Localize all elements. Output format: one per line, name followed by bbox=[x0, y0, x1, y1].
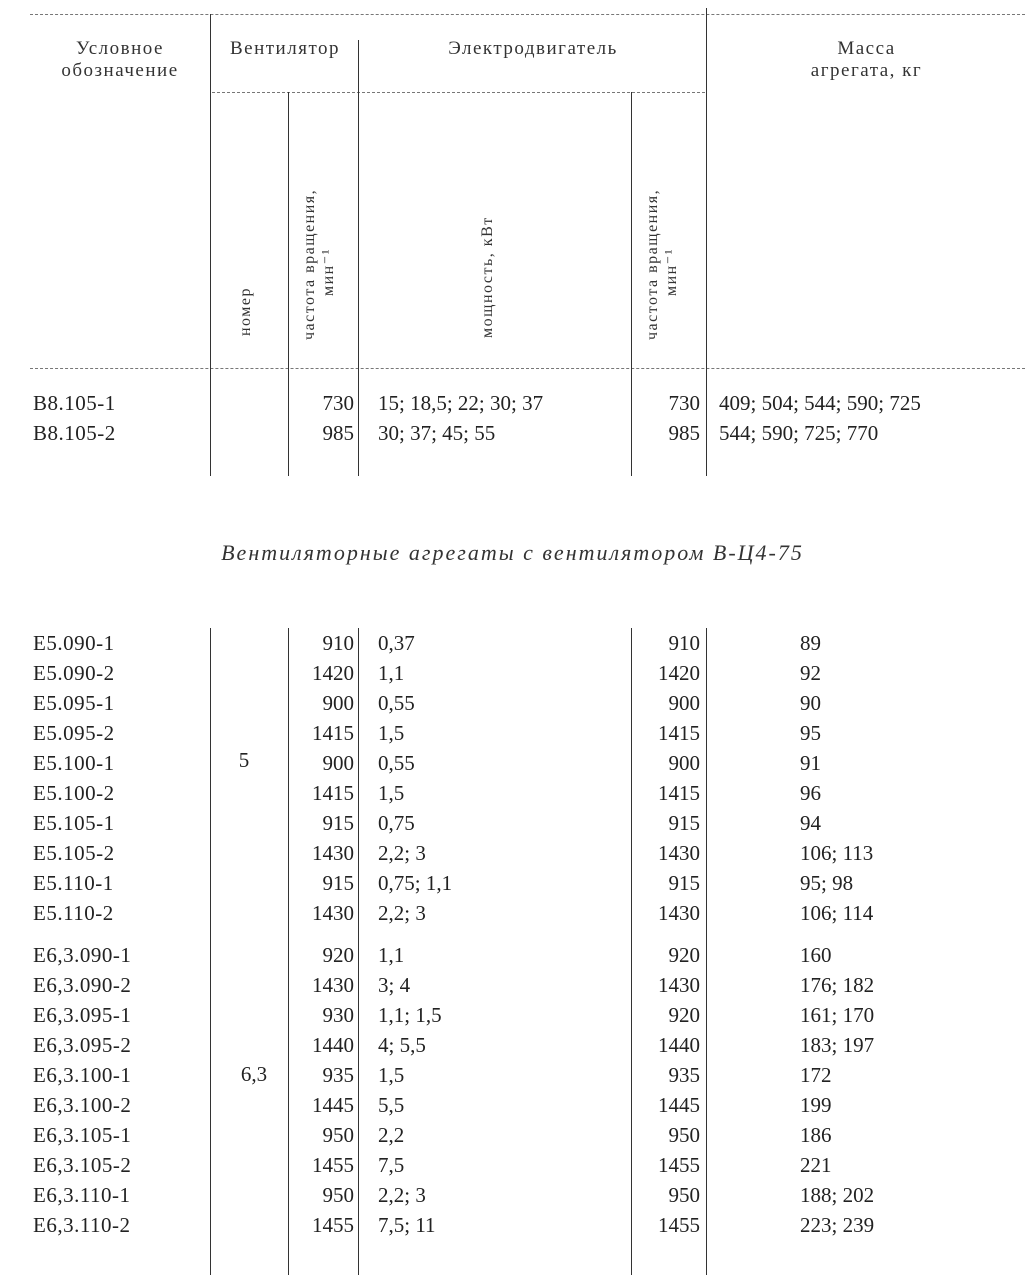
section-caption: Вентиляторные агрегаты с вентилятором В-Ц4-75 bbox=[221, 540, 804, 565]
cell-mass: 92 bbox=[800, 661, 821, 685]
cell-code: Е5.105-2 bbox=[33, 841, 115, 865]
cell-mass: 223; 239 bbox=[800, 1213, 875, 1237]
table-row bbox=[0, 808, 1025, 838]
cell-power: 4; 5,5 bbox=[378, 1033, 426, 1057]
cell-mass: 90 bbox=[800, 691, 821, 715]
cell-fan-speed: 1420 bbox=[312, 661, 354, 685]
cell-mass: 172 bbox=[800, 1063, 832, 1087]
cell-code: Е5.100-2 bbox=[33, 781, 115, 805]
cell-code: В8.105-1 bbox=[33, 391, 116, 415]
cell-mass: 199 bbox=[800, 1093, 832, 1117]
cell-power: 2,2; 3 bbox=[378, 901, 426, 925]
cell-fan-speed: 915 bbox=[322, 811, 354, 835]
cell-fan-speed: 950 bbox=[322, 1123, 354, 1147]
table-row bbox=[0, 1180, 1025, 1210]
table-top-rule bbox=[30, 14, 1025, 15]
cell-mass: 95 bbox=[800, 721, 821, 745]
header-bottom-rule bbox=[30, 368, 1025, 369]
header-mass: Масса агрегата, кг bbox=[810, 38, 923, 81]
cell-power: 30; 37; 45; 55 bbox=[378, 421, 496, 445]
cell-power: 1,5 bbox=[378, 781, 405, 805]
cell-mass: 183; 197 bbox=[800, 1033, 875, 1057]
cell-code: В8.105-2 bbox=[33, 421, 116, 445]
cell-motor-speed: 1430 bbox=[658, 973, 700, 997]
cell-fan-speed: 1445 bbox=[312, 1093, 354, 1117]
table-row bbox=[0, 388, 1025, 418]
header-motor-speed: частота вращения, мин⁻¹ bbox=[644, 188, 680, 340]
cell-power: 1,1 bbox=[378, 661, 405, 685]
table-row bbox=[0, 778, 1025, 808]
cell-code: Е6,3.095-1 bbox=[33, 1003, 132, 1027]
cell-power: 7,5 bbox=[378, 1153, 405, 1177]
cell-code: Е5.095-1 bbox=[33, 691, 115, 715]
cell-fan-speed: 910 bbox=[322, 631, 354, 655]
cell-power: 2,2 bbox=[378, 1123, 405, 1147]
cell-code: Е5.090-1 bbox=[33, 631, 115, 655]
cell-code: Е6,3.105-1 bbox=[33, 1123, 132, 1147]
cell-power: 5,5 bbox=[378, 1093, 405, 1117]
cell-motor-speed: 900 bbox=[668, 691, 700, 715]
cell-code: Е6,3.090-2 bbox=[33, 973, 132, 997]
cell-motor-speed: 915 bbox=[668, 811, 700, 835]
group-number: 6,3 bbox=[240, 1062, 268, 1086]
cell-motor-speed: 1445 bbox=[658, 1093, 700, 1117]
cell-code: Е5.090-2 bbox=[33, 661, 115, 685]
table-row bbox=[0, 1120, 1025, 1150]
cell-fan-speed: 985 bbox=[322, 421, 354, 445]
cell-fan-speed: 730 bbox=[322, 391, 354, 415]
cell-fan-speed: 900 bbox=[322, 691, 354, 715]
cell-power: 1,1; 1,5 bbox=[378, 1003, 442, 1027]
cell-power: 2,2; 3 bbox=[378, 1183, 426, 1207]
cell-power: 1,5 bbox=[378, 1063, 405, 1087]
cell-motor-speed: 920 bbox=[668, 1003, 700, 1027]
table-row bbox=[0, 1090, 1025, 1120]
table-row bbox=[0, 940, 1025, 970]
header-fan-number: номер bbox=[237, 287, 254, 336]
table-row bbox=[0, 868, 1025, 898]
cell-fan-speed: 1430 bbox=[312, 841, 354, 865]
cell-power: 2,2; 3 bbox=[378, 841, 426, 865]
cell-power: 1,5 bbox=[378, 721, 405, 745]
cell-fan-speed: 900 bbox=[322, 751, 354, 775]
table-row bbox=[0, 628, 1025, 658]
cell-power: 15; 18,5; 22; 30; 37 bbox=[378, 391, 544, 415]
table-row bbox=[0, 838, 1025, 868]
cell-code: Е6,3.105-2 bbox=[33, 1153, 132, 1177]
table-row bbox=[0, 658, 1025, 688]
header-fan-speed: частота вращения, мин⁻¹ bbox=[301, 188, 337, 340]
cell-mass: 176; 182 bbox=[800, 973, 875, 997]
cell-code: Е6,3.100-1 bbox=[33, 1063, 132, 1087]
cell-motor-speed: 920 bbox=[668, 943, 700, 967]
cell-motor-speed: 730 bbox=[668, 391, 700, 415]
cell-fan-speed: 930 bbox=[322, 1003, 354, 1027]
cell-fan-speed: 1415 bbox=[312, 781, 354, 805]
table-row bbox=[0, 748, 1025, 778]
cell-code: Е6,3.090-1 bbox=[33, 943, 132, 967]
table-row bbox=[0, 898, 1025, 928]
cell-fan-speed: 915 bbox=[322, 871, 354, 895]
header-fan: Вентилятор bbox=[229, 38, 341, 59]
cell-motor-speed: 1430 bbox=[658, 901, 700, 925]
table-row bbox=[0, 718, 1025, 748]
cell-motor-speed: 1415 bbox=[658, 721, 700, 745]
cell-fan-speed: 920 bbox=[322, 943, 354, 967]
cell-code: Е5.110-2 bbox=[33, 901, 114, 925]
table-row bbox=[0, 688, 1025, 718]
cell-code: Е6,3.110-2 bbox=[33, 1213, 131, 1237]
cell-mass: 161; 170 bbox=[800, 1003, 875, 1027]
cell-mass: 186 bbox=[800, 1123, 832, 1147]
cell-power: 0,75 bbox=[378, 811, 415, 835]
cell-fan-speed: 1455 bbox=[312, 1153, 354, 1177]
cell-power: 0,55 bbox=[378, 751, 415, 775]
cell-motor-speed: 950 bbox=[668, 1183, 700, 1207]
cell-mass: 409; 504; 544; 590; 725 bbox=[719, 391, 921, 415]
cell-fan-speed: 1430 bbox=[312, 973, 354, 997]
cell-motor-speed: 900 bbox=[668, 751, 700, 775]
cell-mass: 91 bbox=[800, 751, 821, 775]
cell-mass: 89 bbox=[800, 631, 821, 655]
cell-fan-speed: 1415 bbox=[312, 721, 354, 745]
cell-code: Е6,3.110-1 bbox=[33, 1183, 131, 1207]
header-motor-power: мощность, кВт bbox=[479, 216, 496, 338]
cell-mass: 94 bbox=[800, 811, 821, 835]
cell-motor-speed: 950 bbox=[668, 1123, 700, 1147]
cell-motor-speed: 1430 bbox=[658, 841, 700, 865]
table-row bbox=[0, 1060, 1025, 1090]
cell-motor-speed: 915 bbox=[668, 871, 700, 895]
cell-motor-speed: 1455 bbox=[658, 1213, 700, 1237]
cell-mass: 221 bbox=[800, 1153, 832, 1177]
cell-fan-speed: 1430 bbox=[312, 901, 354, 925]
table-row bbox=[0, 1150, 1025, 1180]
cell-motor-speed: 985 bbox=[668, 421, 700, 445]
cell-power: 1,1 bbox=[378, 943, 405, 967]
header-motor: Электродвигатель bbox=[448, 38, 618, 59]
cell-power: 0,55 bbox=[378, 691, 415, 715]
cell-code: Е5.100-1 bbox=[33, 751, 115, 775]
cell-fan-speed: 1455 bbox=[312, 1213, 354, 1237]
cell-power: 7,5; 11 bbox=[378, 1213, 436, 1237]
cell-fan-speed: 950 bbox=[322, 1183, 354, 1207]
table-row bbox=[0, 1000, 1025, 1030]
cell-mass: 106; 114 bbox=[800, 901, 874, 925]
cell-motor-speed: 1455 bbox=[658, 1153, 700, 1177]
cell-motor-speed: 935 bbox=[668, 1063, 700, 1087]
cell-code: Е6,3.100-2 bbox=[33, 1093, 132, 1117]
cell-mass: 160 bbox=[800, 943, 832, 967]
cell-code: Е5.105-1 bbox=[33, 811, 115, 835]
cell-motor-speed: 1420 bbox=[658, 661, 700, 685]
cell-motor-speed: 910 bbox=[668, 631, 700, 655]
cell-fan-speed: 1440 bbox=[312, 1033, 354, 1057]
cell-motor-speed: 1440 bbox=[658, 1033, 700, 1057]
cell-power: 3; 4 bbox=[378, 973, 411, 997]
header-designation: Условное обозначение bbox=[61, 38, 179, 81]
cell-mass: 106; 113 bbox=[800, 841, 874, 865]
cell-mass: 95; 98 bbox=[800, 871, 854, 895]
cell-code: Е5.110-1 bbox=[33, 871, 114, 895]
cell-power: 0,75; 1,1 bbox=[378, 871, 453, 895]
cell-code: Е5.095-2 bbox=[33, 721, 115, 745]
group-number: 5 bbox=[238, 748, 250, 772]
cell-fan-speed: 935 bbox=[322, 1063, 354, 1087]
cell-mass: 96 bbox=[800, 781, 821, 805]
cell-mass: 544; 590; 725; 770 bbox=[719, 421, 879, 445]
cell-motor-speed: 1415 bbox=[658, 781, 700, 805]
table-row bbox=[0, 1030, 1025, 1060]
cell-power: 0,37 bbox=[378, 631, 415, 655]
table-row bbox=[0, 970, 1025, 1000]
cell-mass: 188; 202 bbox=[800, 1183, 875, 1207]
cell-code: Е6,3.095-2 bbox=[33, 1033, 132, 1057]
table-row bbox=[0, 418, 1025, 448]
table-row bbox=[0, 1210, 1025, 1240]
